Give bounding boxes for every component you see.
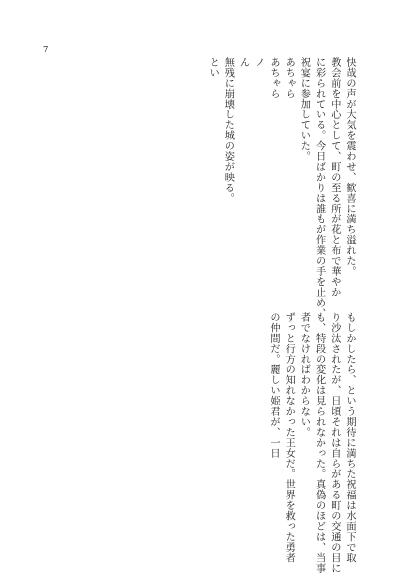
lower-text-line: もしかしたら、という期待に満ちた祝福は水面下で取 — [344, 312, 355, 563]
upper-text-block — [205, 57, 357, 319]
lower-text-line: も、特段の変化は見られなかった。真偽のほどは、当事 — [313, 312, 325, 573]
upper-text-line: 快哉の声が大気を震わせ、歓喜に満ち溢れた。 — [344, 57, 355, 277]
upper-text-line: とい — [207, 57, 219, 78]
upper-text-line: 無残に崩壊した城の姿が映る。 — [222, 57, 234, 204]
lower-text-line: り沙汰されたが、日頃それは自らがある町の交通の目に — [328, 312, 340, 573]
page-number: 7 — [43, 45, 49, 55]
upper-text-line: 祝宴に参加していた。 — [298, 57, 310, 162]
lower-text-line: ずっと行方の知れなかった王女だ。世界を救った勇者 — [283, 312, 295, 563]
lower-text-block — [266, 312, 357, 573]
upper-text-line: 教会前を中心として、町の至る所が花と布で華やか — [328, 57, 340, 298]
upper-text-line: あちゃら — [267, 57, 279, 99]
upper-text-line: ん — [237, 57, 249, 68]
lower-text-line: の仲間だ。麗しい姫君が、一日 — [267, 312, 279, 459]
lower-text-line: 者でなければわからない。 — [298, 312, 310, 438]
upper-text-line: あちゃら — [283, 57, 295, 99]
upper-text-line: に彩られている。今日ばかりは誰もが作業の手を止め、 — [313, 57, 325, 319]
upper-text-line: ノ — [252, 57, 264, 68]
